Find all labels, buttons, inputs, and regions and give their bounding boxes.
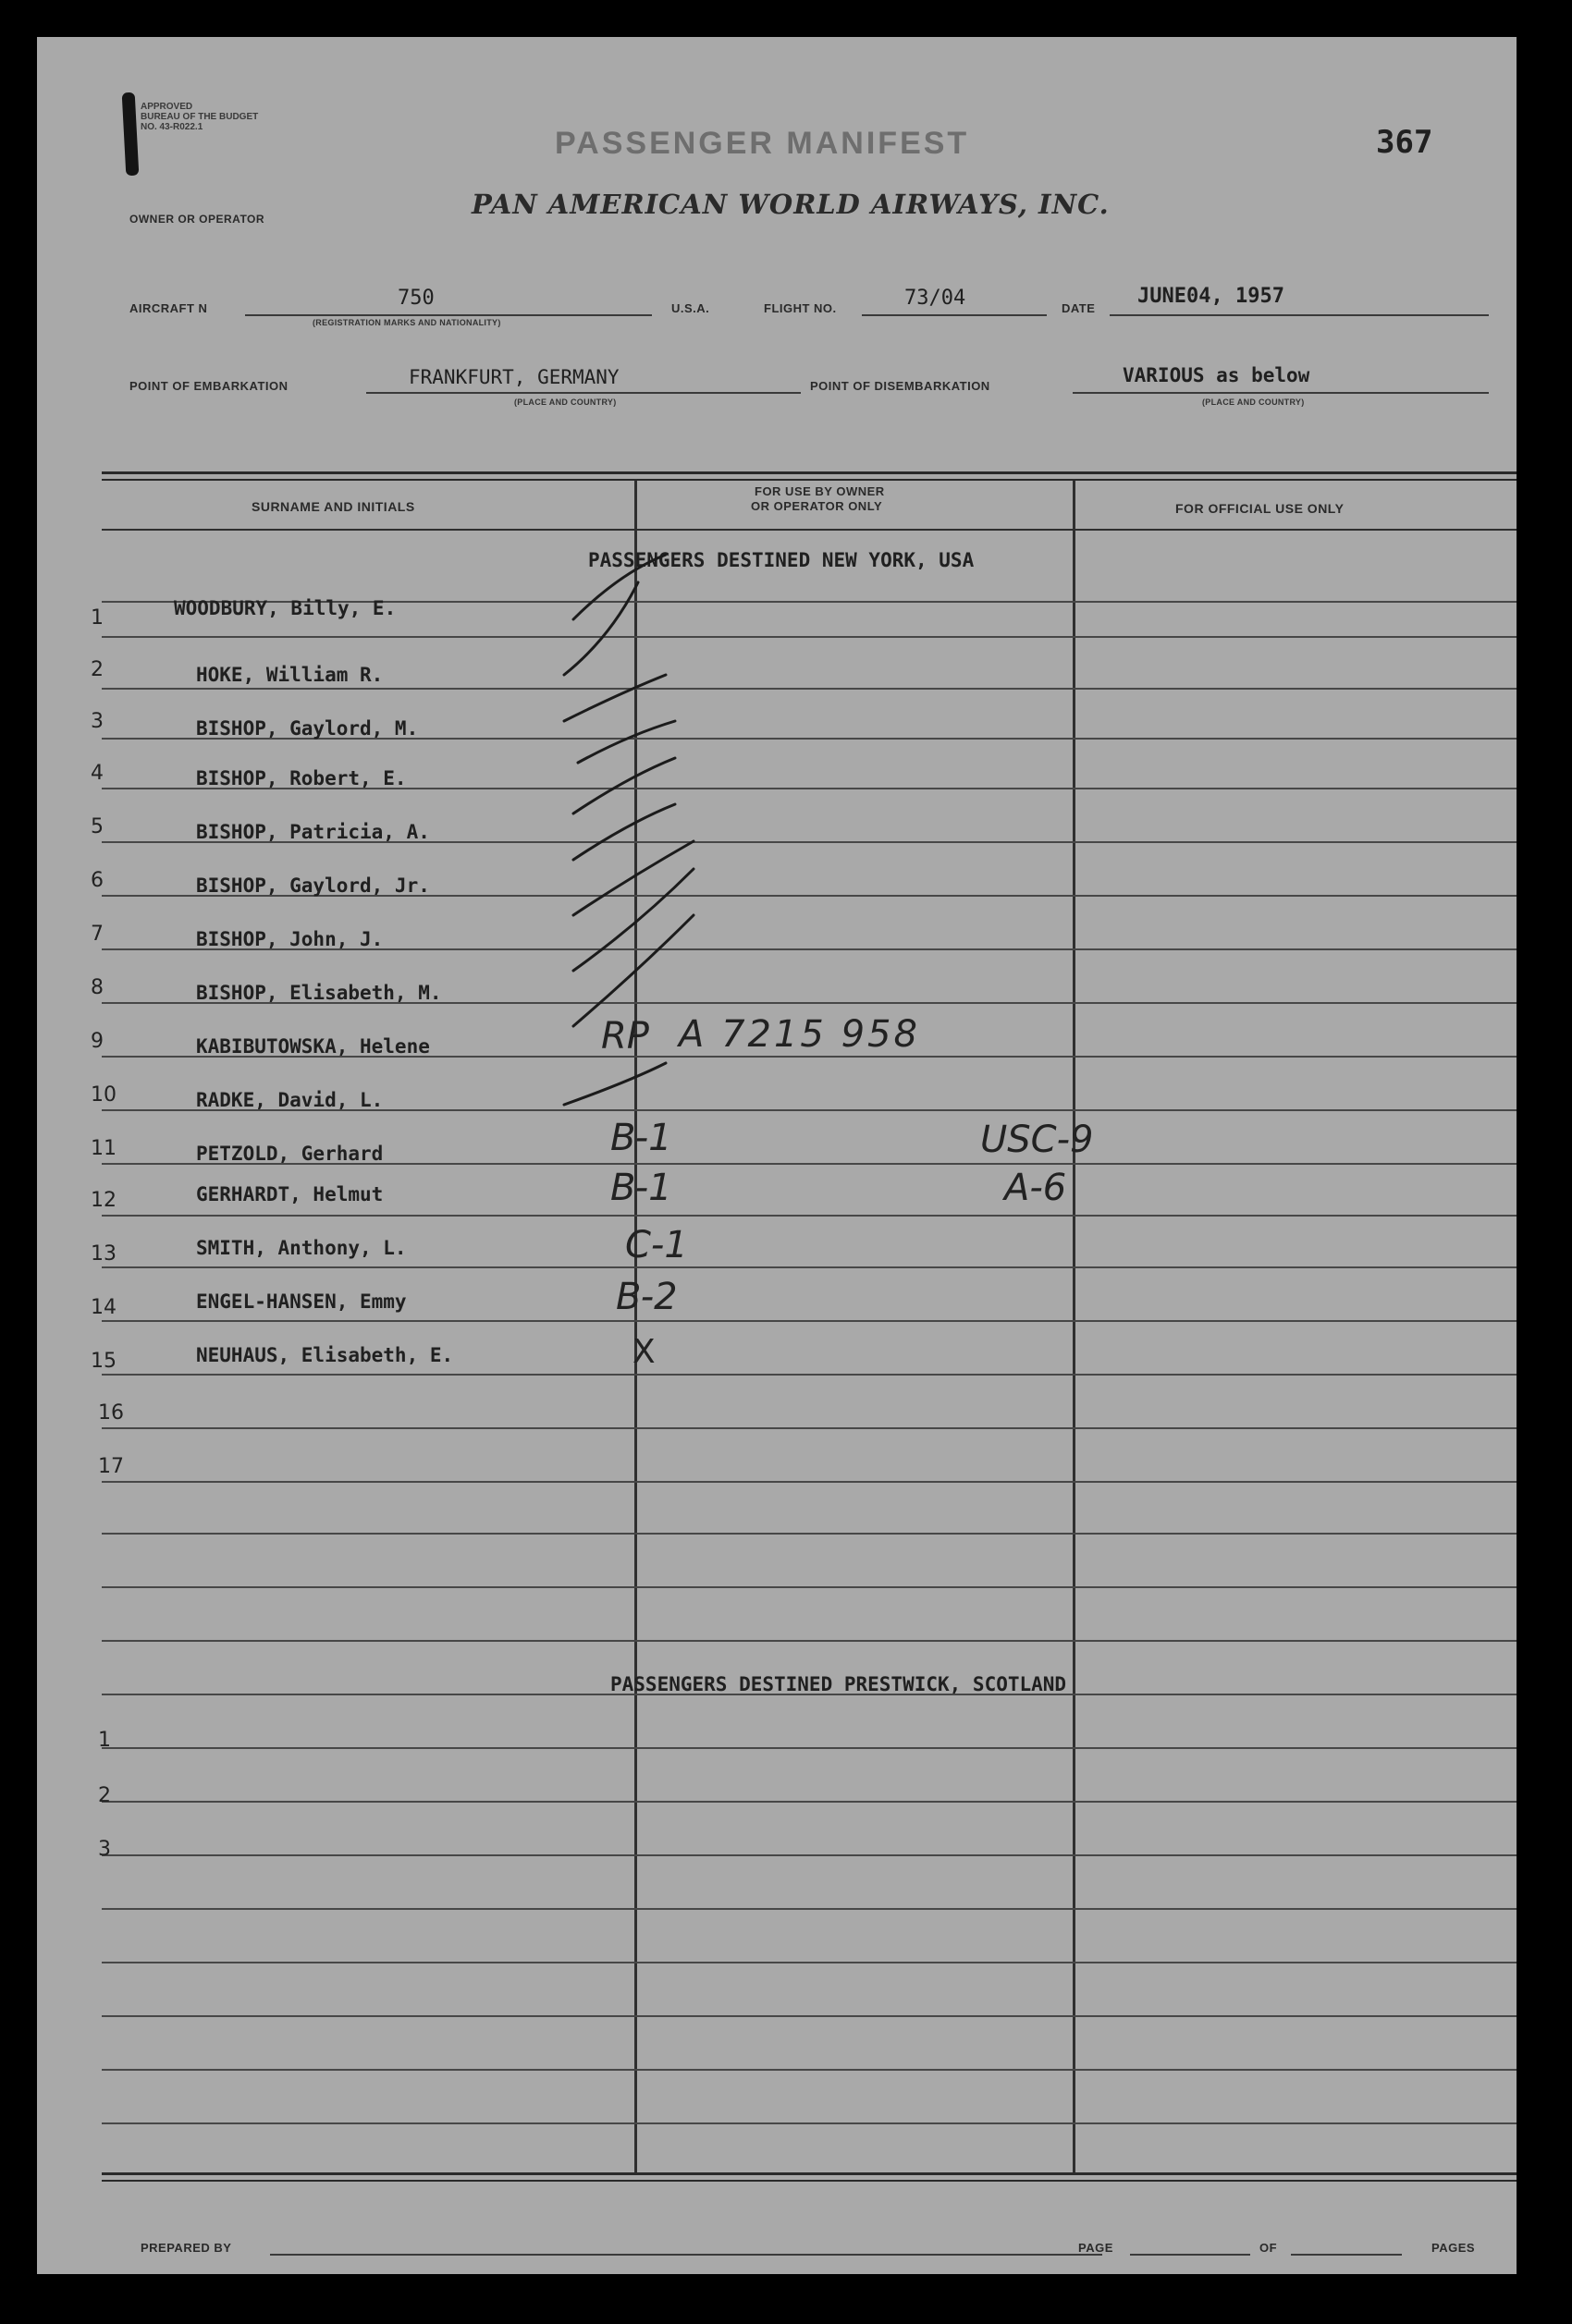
page-number: 367 — [1376, 124, 1433, 161]
check-mark — [573, 915, 694, 1026]
stamp-line-1: APPROVED — [141, 102, 193, 112]
check-mark — [564, 1063, 666, 1105]
row-number: 12 — [91, 1189, 117, 1212]
row-number: 3 — [98, 1838, 111, 1861]
check-mark — [573, 758, 675, 813]
aircraft-label: AIRCRAFT N — [129, 301, 208, 315]
row-number: 14 — [91, 1296, 117, 1319]
embarkation-value: FRANKFURT, GERMANY — [409, 366, 620, 388]
passenger-name: BISHOP, Patricia, A. — [196, 821, 430, 843]
passenger-name: HOKE, William R. — [196, 664, 384, 686]
row-number: 2 — [98, 1784, 111, 1807]
check-mark — [573, 869, 694, 971]
handwritten-mark: B-1 — [610, 1117, 672, 1159]
check-mark — [573, 841, 694, 915]
row-number: 7 — [91, 923, 104, 946]
row-number: 1 — [98, 1729, 111, 1752]
passenger-name: KABIBUTOWSKA, Helene — [196, 1035, 430, 1058]
row-number: 8 — [91, 976, 104, 999]
section-heading-prestwick: PASSENGERS DESTINED PRESTWICK, SCOTLAND — [610, 1673, 1067, 1695]
check-marks — [536, 536, 758, 1165]
row-number: 4 — [91, 762, 104, 785]
handwritten-owner-note: A 7215 958 — [679, 1013, 920, 1056]
row-number: 3 — [91, 710, 104, 733]
stamp-smudge — [122, 92, 140, 177]
passenger-name: SMITH, Anthony, L. — [196, 1237, 407, 1259]
col-header-owner-1: FOR USE BY OWNER — [755, 484, 885, 498]
embarkation-label: POINT OF EMBARKATION — [129, 379, 289, 393]
section-heading-new-york: PASSENGERS DESTINED NEW YORK, USA — [588, 549, 975, 571]
page-title: PASSENGER MANIFEST — [555, 126, 970, 161]
disembarkation-label: POINT OF DISEMBARKATION — [810, 379, 990, 393]
row-number: 15 — [91, 1350, 117, 1373]
col-header-official: FOR OFFICIAL USE ONLY — [1175, 501, 1345, 516]
passenger-name: BISHOP, Gaylord, M. — [196, 717, 419, 740]
aircraft-value: 750 — [398, 287, 435, 310]
row-number: 6 — [91, 869, 104, 892]
usa-label: U.S.A. — [671, 301, 710, 315]
handwritten-mark: C-1 — [625, 1224, 688, 1266]
prepared-by-label: PREPARED BY — [141, 2241, 232, 2255]
row-number: 2 — [91, 658, 104, 681]
pages-label: PAGES — [1431, 2241, 1476, 2255]
flight-value: 73/04 — [904, 287, 966, 310]
row-number: 10 — [91, 1083, 117, 1107]
stamp-line-3: NO. 43-R022.1 — [141, 122, 203, 132]
embarkation-caption: (PLACE AND COUNTRY) — [514, 398, 617, 407]
disembarkation-value: VARIOUS as below — [1123, 364, 1310, 386]
passenger-name: GERHARDT, Helmut — [196, 1183, 384, 1205]
row-number: 5 — [91, 815, 104, 838]
date-value: JUNE04, 1957 — [1137, 285, 1284, 308]
row-number: 1 — [91, 606, 104, 630]
passenger-name: RADKE, David, L. — [196, 1089, 384, 1111]
handwritten-mark: B-1 — [610, 1167, 672, 1209]
col-header-owner-2: OR OPERATOR ONLY — [751, 499, 883, 513]
check-mark — [573, 555, 666, 619]
passenger-name: WOODBURY, Billy, E. — [174, 597, 397, 619]
check-mark — [573, 804, 675, 860]
col-divider-2 — [1073, 481, 1075, 2174]
page-label: PAGE — [1078, 2241, 1113, 2255]
handwritten-official-note: A-6 — [1004, 1167, 1067, 1209]
passenger-name: BISHOP, Gaylord, Jr. — [196, 875, 430, 897]
stamp-line-2: BUREAU OF THE BUDGET — [141, 112, 259, 122]
row-number: 11 — [91, 1137, 117, 1160]
manifest-sheet — [37, 37, 1517, 2274]
check-mark — [564, 675, 666, 721]
table-top-rule — [102, 471, 1517, 474]
passenger-name: NEUHAUS, Elisabeth, E. — [196, 1344, 454, 1366]
passenger-name: BISHOP, Robert, E. — [196, 767, 407, 789]
flight-label: FLIGHT NO. — [764, 301, 837, 315]
disembarkation-caption: (PLACE AND COUNTRY) — [1202, 398, 1305, 407]
row-number: 13 — [91, 1242, 117, 1266]
date-label: DATE — [1062, 301, 1096, 315]
handwritten-mark: X — [632, 1333, 656, 1371]
owner-operator-name: PAN AMERICAN WORLD AIRWAYS, INC. — [472, 189, 1110, 220]
passenger-name: BISHOP, John, J. — [196, 928, 384, 950]
aircraft-caption: (REGISTRATION MARKS AND NATIONALITY) — [313, 318, 501, 327]
row-number: 17 — [98, 1455, 124, 1478]
check-mark — [578, 721, 675, 763]
col-header-name: SURNAME AND INITIALS — [252, 499, 415, 514]
check-mark — [564, 582, 638, 675]
row-number: 16 — [98, 1401, 124, 1425]
owner-label: OWNER OR OPERATOR — [129, 213, 265, 226]
handwritten-official-note: USC-9 — [980, 1119, 1094, 1161]
row-number: 9 — [91, 1030, 104, 1053]
passenger-name: ENGEL-HANSEN, Emmy — [196, 1290, 407, 1313]
handwritten-mark: B-2 — [616, 1276, 678, 1318]
handwritten-mark: RP — [601, 1015, 649, 1058]
of-label: OF — [1259, 2241, 1278, 2255]
passenger-name: PETZOLD, Gerhard — [196, 1143, 384, 1165]
passenger-name: BISHOP, Elisabeth, M. — [196, 982, 442, 1004]
